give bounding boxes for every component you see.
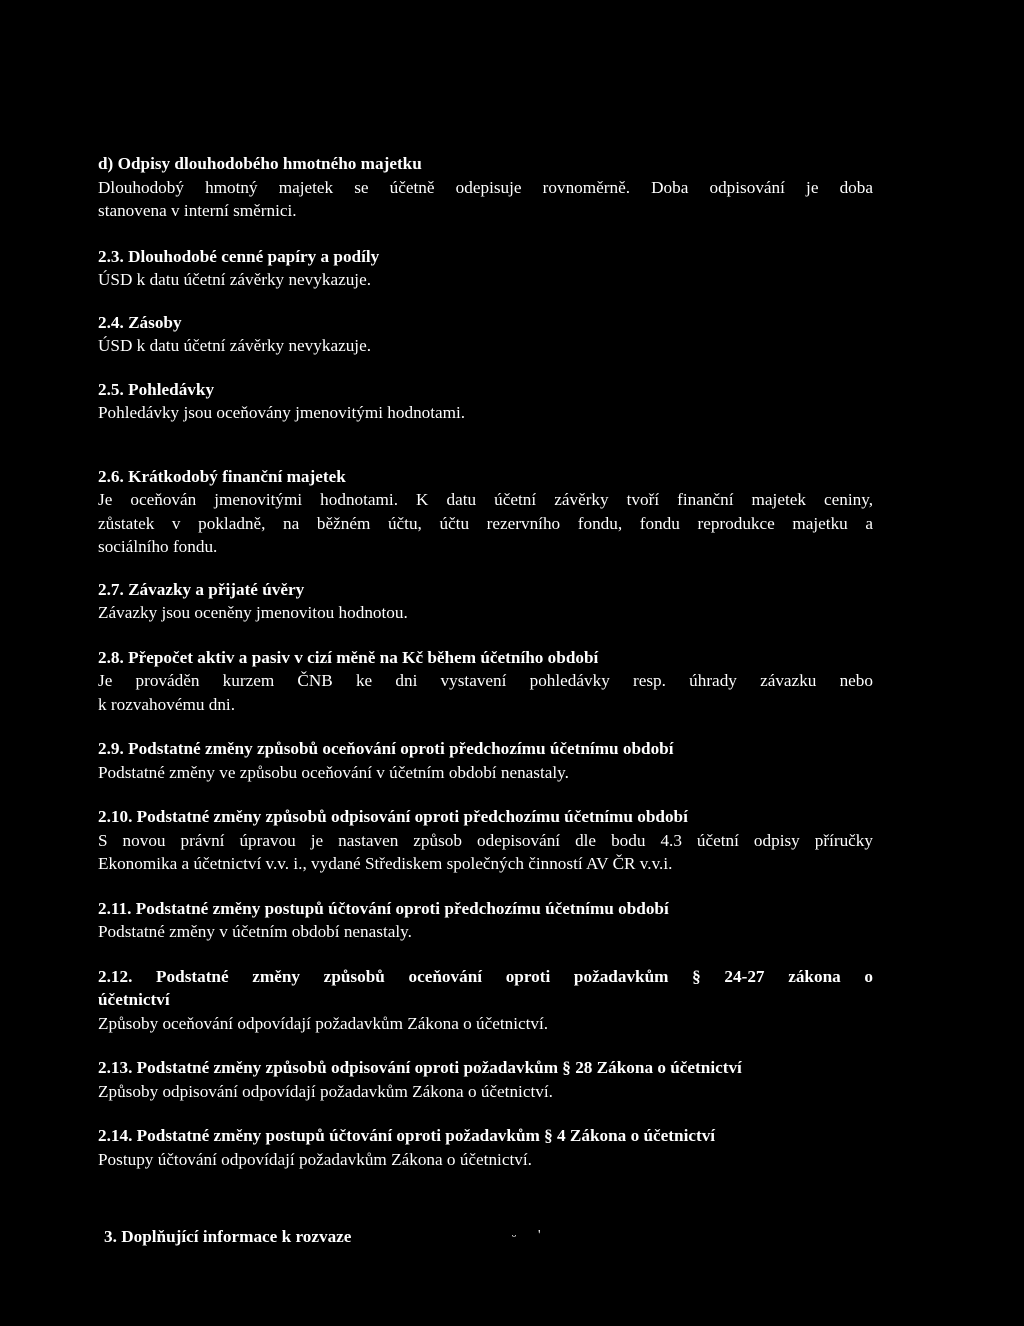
section-2-3 (98, 245, 873, 292)
section-heading: 2.8. Přepočet aktiv a pasiv v cizí měně na Kč během účetního období (98, 647, 599, 667)
section-2-13 (98, 1056, 873, 1103)
section-text-line: Způsoby odpisování odpovídají požadavkům Zákona o účetnictví. (98, 1081, 553, 1101)
section-heading: 2.3. Dlouhodobé cenné papíry a podíly (98, 246, 380, 266)
section-heading: 2.10. Podstatné změny způsobů odpisování oproti předchozímu účetnímu období (98, 807, 688, 826)
section-text-line: Je prováděn kurzem ČNB ke dni vystavení pohledávky resp. úhrady závazku nebo (98, 671, 873, 690)
section-text-line: ÚSD k datu účetní závěrky nevykazuje. (98, 270, 371, 289)
section-heading-continuation: účetnictví (98, 990, 170, 1009)
section-heading: 2.9. Podstatné změny způsobů oceňování oproti předchozímu účetnímu období (98, 739, 674, 758)
section-heading: 2.11. Podstatné změny postupů účtování oproti předchozímu účetnímu období (98, 898, 669, 918)
section-heading: 2.6. Krátkodobý finanční majetek (98, 466, 346, 486)
section-text-line: Pohledávky jsou oceňovány jmenovitými hodnotami. (98, 403, 466, 422)
section-2-10 (98, 805, 873, 876)
chapter-heading: 3. Doplňující informace k rozvaze (104, 1227, 352, 1246)
section-text-line: sociálního fondu. (98, 537, 218, 556)
section-2-12 (98, 965, 873, 1036)
section-text-line: k rozvahovému dni. (98, 694, 235, 714)
section-text-line: stanovena v interní směrnici. (98, 201, 297, 220)
section-text-line: Ekonomika a účetnictví v.v. i., vydané Střediskem společných činností AV ČR v.v.i. (98, 854, 673, 873)
section-2-4 (98, 311, 873, 358)
document-body (98, 152, 873, 1171)
section-heading: 2.7. Závazky a přijaté úvěry (98, 579, 305, 599)
scan-speck: ' (538, 1228, 541, 1243)
section-text-line: S novou právní úpravou je nastaven způsob odepisování dle bodu 4.3 účetní odpisy příručky (98, 830, 873, 850)
section-heading: 2.4. Zásoby (98, 312, 182, 332)
section-text-line: Postupy účtování odpovídají požadavkům Zákona o účetnictví. (98, 1149, 532, 1169)
section-text-line: Podstatné změny ve způsobu oceňování v účetním období nenastaly. (98, 762, 569, 782)
section-odpisy (98, 152, 873, 223)
section-2-6 (98, 465, 873, 559)
section-text-line: Závazky jsou oceněny jmenovitou hodnotou. (98, 603, 408, 622)
scan-speck: ᵕ (512, 1230, 517, 1245)
section-heading: d) Odpisy dlouhodobého hmotného majetku (98, 154, 422, 173)
section-2-8 (98, 646, 873, 717)
section-heading: 2.14. Podstatné změny postupů účtování oproti požadavkům § 4 Zákona o účetnictví (98, 1126, 716, 1145)
section-text-line: Podstatné změny v účetním období nenastaly. (98, 922, 412, 941)
section-text-line: zůstatek v pokladně, na běžném účtu, účtu rezervního fondu, fondu reprodukce majetku a (98, 513, 873, 533)
section-2-7 (98, 578, 873, 625)
section-text-line: Dlouhodobý hmotný majetek se účetně odepisuje rovnoměrně. Doba odpisování je doba (98, 177, 873, 197)
section-text-line: Je oceňován jmenovitými hodnotami. K datu účetní závěrky tvoří finanční majetek ceniny, (98, 490, 873, 509)
section-2-14 (98, 1124, 873, 1171)
section-2-9 (98, 737, 873, 784)
section-heading: 2.12. Podstatné změny způsobů oceňování oproti požadavkům § 24-27 zákona o (98, 966, 873, 986)
section-text-line: ÚSD k datu účetní závěrky nevykazuje. (98, 336, 371, 355)
section-2-5 (98, 378, 873, 425)
section-heading: 2.5. Pohledávky (98, 379, 215, 399)
section-heading: 2.13. Podstatné změny způsobů odpisování oproti požadavkům § 28 Zákona o účetnictví (98, 1058, 742, 1077)
section-text-line: Způsoby oceňování odpovídají požadavkům Zákona o účetnictví. (98, 1013, 549, 1033)
section-2-11 (98, 897, 873, 944)
